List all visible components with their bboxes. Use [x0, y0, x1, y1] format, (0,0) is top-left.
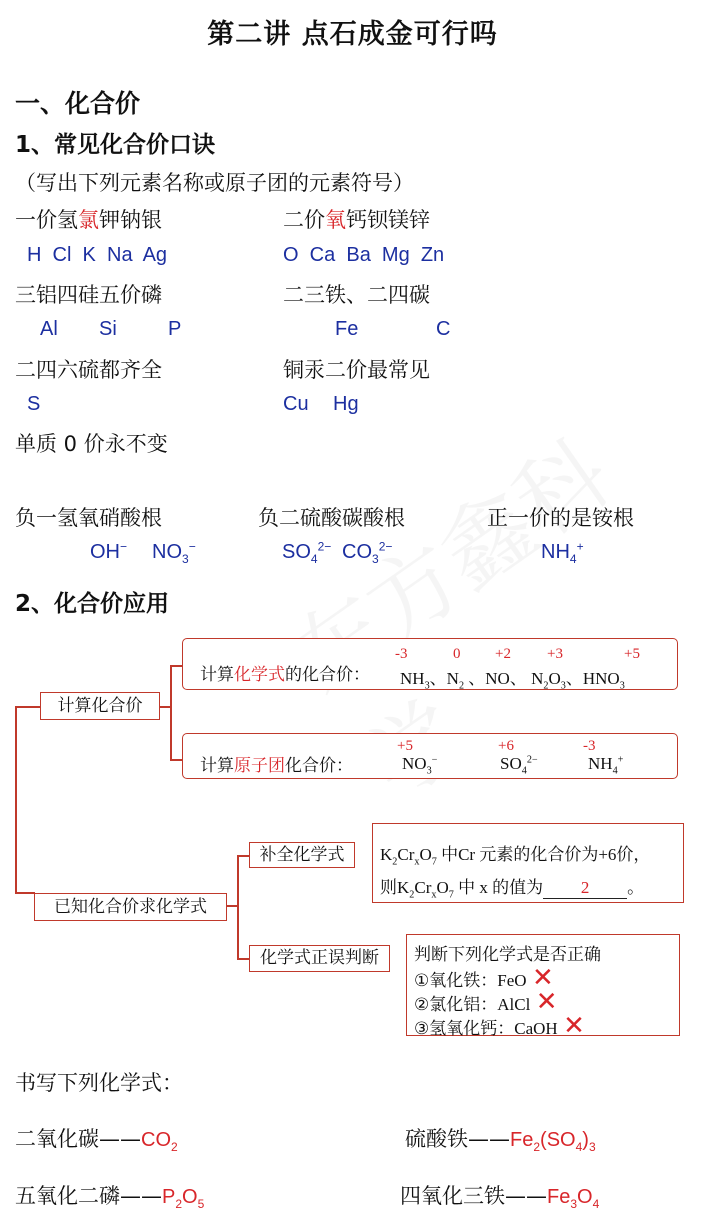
complete-formula-node: 补全化学式 [249, 842, 355, 868]
subsection-heading-2: 2、化合价应用 [15, 591, 170, 617]
valence-no3: +5 [397, 738, 413, 754]
calc-formula-label: 计算化学式的化合价： [200, 665, 370, 685]
page-title: 第二讲 点石成金可行吗 [207, 19, 498, 50]
write-fe3o4: 四氧化三铁$——Fe_3O_4$ [400, 1184, 600, 1211]
judge-title: 判断下列化学式是否正确 [414, 945, 601, 965]
known-valence-node: 已知化合价求化学式 [34, 893, 227, 921]
symbols-1: H Cl K Na Ag [27, 244, 168, 266]
rhyme-line-2: 二价氧钙钡镁锌 [283, 208, 430, 232]
valence-n2: 0 [453, 646, 461, 662]
calc-formula-list: $NH_3$、$N_2$ 、NO、 $N_2O_3$、$HNO_3$ [400, 669, 625, 692]
symbols-2: O Ca Ba Mg Zn [283, 244, 445, 266]
radical-so4: $SO_4^{2-}$ [282, 539, 332, 566]
writing-prompt: 书写下列化学式： [15, 1071, 183, 1095]
radical-co3: $CO_3^{2-}$ [342, 539, 393, 566]
rhyme-line-3: 三铝四硅五价磷 [15, 283, 162, 307]
calc-radical-label: 计算原子团化合价： [200, 756, 353, 776]
symbol-s: S [27, 393, 41, 415]
write-co2: 二氧化碳$——CO_2$ [15, 1127, 178, 1154]
complete-question-1: $K_2Cr_xO_7$ 中Cr 元素的化合价为+6价， [380, 845, 651, 868]
rhyme-line-4: 二三铁、二四碳 [283, 283, 430, 307]
wrong-mark-icon: ✕ [563, 1011, 585, 1041]
symbol-cu: Cu [283, 393, 309, 415]
valence-nh3: -3 [395, 646, 408, 662]
write-p2o5: 五氧化二磷$——P_2O_5$ [15, 1184, 205, 1211]
valence-hno3: +5 [624, 646, 640, 662]
symbol-p: P [168, 318, 182, 340]
rhyme-line-6: 铜汞二价最常见 [283, 358, 430, 382]
wrong-mark-icon: ✕ [535, 987, 558, 1017]
rhyme-line-5: 二四六硫都齐全 [15, 358, 162, 382]
section-heading: 一、化合价 [15, 89, 141, 118]
wrong-mark-icon: ✕ [531, 963, 554, 993]
radical-rhyme-3: 正一价的是铵根 [487, 506, 634, 530]
radical-so4-formula: $SO_4^{2-}$ [500, 754, 538, 777]
judge-item-2: ②氯化铝：AlCl ✕ [414, 987, 558, 1017]
symbol-si: Si [99, 318, 117, 340]
valence-so4: +6 [498, 738, 514, 754]
symbol-hg: Hg [333, 393, 359, 415]
valence-n2o3: +3 [547, 646, 563, 662]
radical-no3-formula: $NO_3^-$ [402, 754, 438, 777]
radical-oh: OH− [90, 539, 128, 563]
judge-formula-node: 化学式正误判断 [249, 945, 390, 972]
judge-item-1: ①氧化铁：FeO ✕ [414, 963, 554, 993]
radical-nh4: $NH_4^+$ [541, 539, 584, 566]
radical-nh4-formula: $NH_4^+$ [588, 754, 624, 777]
calc-valence-node: 计算化合价 [40, 692, 160, 720]
judge-item-3: ③氢氧化钙：CaOH ✕ [414, 1011, 585, 1041]
valence-nh4: -3 [583, 738, 596, 754]
complete-question-2: 则$K_2Cr_xO_7$ 中 x 的值为 2 。 [380, 878, 645, 901]
write-fe2so43: 硫酸铁$——Fe_2(SO_4)_3$ [405, 1127, 596, 1154]
subsection-heading: 1、常见化合价口诀 [15, 132, 216, 158]
rhyme-line-7: 单质 0 价永不变 [15, 432, 168, 456]
complete-answer: 2 [580, 878, 590, 897]
symbol-al: Al [40, 318, 58, 340]
radical-rhyme-1: 负一氢氧硝酸根 [15, 506, 162, 530]
radical-rhyme-2: 负二硫酸碳酸根 [258, 506, 405, 530]
symbol-fe: Fe [335, 318, 359, 340]
rhyme-line-1: 一价氢氯钾钠银 [15, 208, 162, 232]
valence-no: +2 [495, 646, 511, 662]
symbol-c: C [436, 318, 451, 340]
radical-no3: $NO_3^-$ [152, 539, 196, 566]
instruction: （写出下列元素名称或原子团的元素符号） [15, 171, 414, 195]
